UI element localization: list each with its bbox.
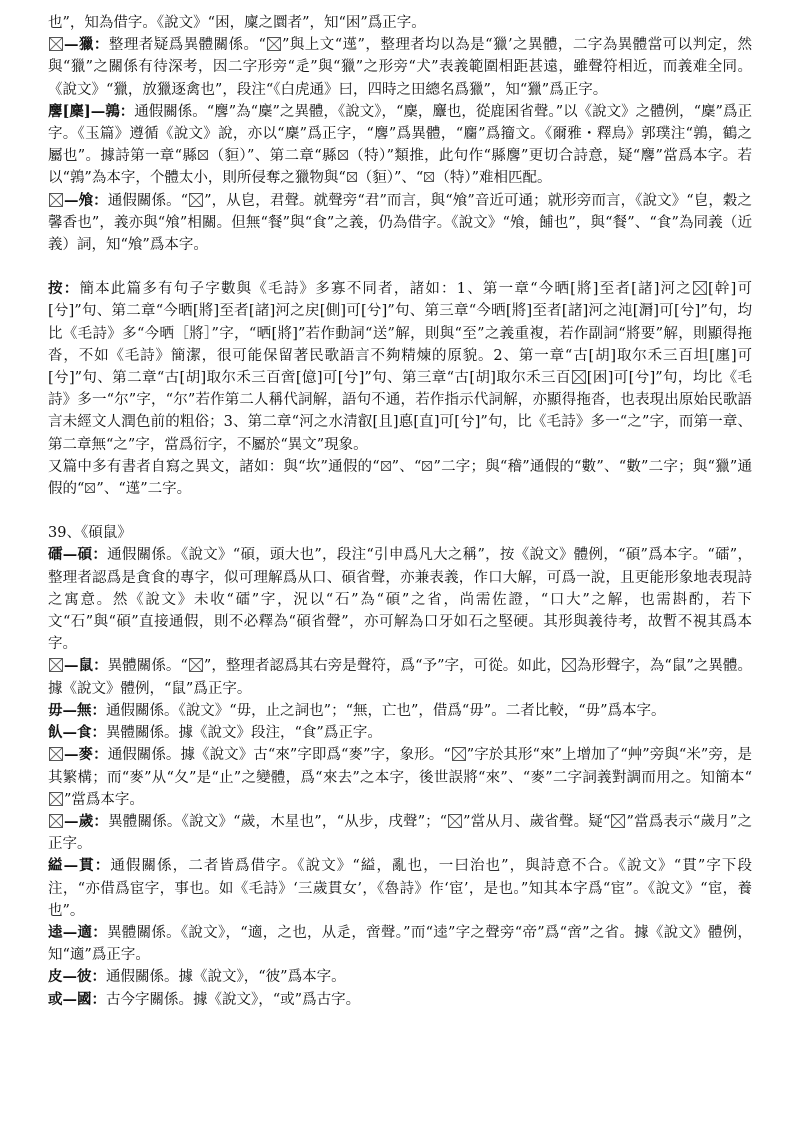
paragraph-text: [困]可[兮]”句，均比《毛詩》多一“尔”字，“尔”若作第二人稱代詞解，語句不通，若作指示代詞解，亦顯得拖沓，也表現出原始民歌語言未經文人潤色前的粗俗；3、第二章“河之水清叡[且]悳[直]可[兮]”句，比《毛詩》多一“之”字，而第一章、第二章無“之”字，當爲衍字，不屬於“異文”現象。	[48, 370, 753, 453]
paragraph-text: 簡本此篇多有句子字數與《毛詩》多寡不同者，諸如：1、第一章“今晒[將]至者[諸]河之	[79, 281, 693, 298]
paragraph	[48, 190, 752, 257]
paragraph-text: 異體關係。“	[107, 658, 188, 675]
entry-heading: 皮—彼：	[48, 968, 106, 986]
rare-char-icon	[49, 747, 63, 761]
paragraph-text: ”字於其形“來”上增加了“艸”旁與“米”旁，是其繁構；而“麥”从“夂”是“止”之變體，爲“來去”之本字，後世誤將“來”、“麥”二字詞義對調而用之。知簡本“	[48, 747, 753, 786]
paragraph	[48, 966, 752, 988]
rare-char-icon	[189, 193, 203, 207]
entry-heading: —飧：	[64, 191, 108, 209]
entry-heading: 縊—貫：	[48, 857, 111, 875]
paragraph-text: ”當从月、歲省聲。疑“	[463, 813, 611, 830]
rare-char-icon	[189, 658, 203, 672]
rare-char-icon	[49, 37, 63, 51]
rare-char-icon	[448, 814, 462, 828]
entry-heading: 毋—無：	[48, 701, 106, 719]
paragraph	[48, 744, 752, 811]
rare-char-icon	[562, 658, 576, 672]
paragraph-text: [幹]可[兮]”句、第二章“今晒[將]至者[諸]河之戻[側]可[兮]”句、第三章“今晒[將]至者[諸]河之沌[漘]可[兮]”句，均比《毛詩》多“今晒［將］”字，“晒[將]”若作動詞“送”解，則與“至”之義重複，若作副詞“將要”解，則顯得拖沓，不如《毛詩》簡潔，很可能保留著民歌語言不夠精煉的原貌。2、第一章“古[胡]取尔禾三百坦[廛]可[兮]”句、第二章“古[胡]取尔禾三百啻[億]可[兮]”句、第三章“古[胡]取尔禾三百	[48, 281, 752, 387]
paragraph-text: 又篇中多有書者自寫之異文，諸如：與“坎”通假的“	[48, 458, 380, 475]
paragraph	[48, 101, 752, 190]
rare-char-icon	[49, 814, 63, 828]
paragraph-text: 也”，知為借字。《說文》“困，廩之圜者”，知“困”爲正字。	[48, 15, 426, 31]
paragraph-gap	[48, 500, 752, 522]
rare-char-icon	[381, 461, 391, 471]
paragraph-text: 整理者疑爲異體關係。“	[108, 37, 266, 54]
entry-heading: 逵—適：	[48, 923, 108, 941]
rare-char-icon	[49, 658, 63, 672]
entry-heading: —獵：	[64, 36, 109, 54]
rare-char-icon	[693, 281, 707, 295]
paragraph-text: ”、“	[391, 458, 422, 475]
paragraph-text: ”，从皀，君聲。就聲旁“君”而言，與“飧”音近可通；就形旁而言，《說文》“皀，穀之馨香也”，義亦與“飧”相關。但無“餐”與“食”之義，仍為借字。《說文》“飧，餔也”，與“餐”、“食”為同義（近義）詞，知“飧”爲本字。	[48, 192, 753, 254]
paragraph	[48, 544, 752, 655]
paragraph-text: 異體關係。《說文》“歲，木星也”，“从步，戌聲”；“	[108, 813, 448, 830]
paragraph	[48, 12, 752, 34]
rare-char-icon	[85, 483, 95, 493]
paragraph-text: 古今字關係。據《說文》，“或”爲古字。	[106, 991, 361, 1008]
paragraph	[48, 811, 752, 855]
paragraph	[48, 700, 752, 722]
paragraph	[48, 34, 752, 101]
paragraph-text: ”當爲表示“歲月”之正字。	[48, 813, 752, 853]
paragraph-text: 通假關係。“	[107, 192, 189, 209]
paragraph-text: ”當爲本字。	[64, 791, 144, 808]
entry-heading: 或—國：	[48, 990, 106, 1008]
paragraph	[48, 456, 752, 500]
rare-char-icon	[267, 37, 281, 51]
paragraph-text: （特）”难相匹配。	[435, 170, 552, 187]
entry-heading: 麐[麇]—鶉：	[48, 102, 135, 120]
paragraph	[48, 855, 752, 922]
paragraph	[48, 722, 752, 744]
paragraph	[48, 278, 752, 456]
rare-char-icon	[49, 792, 63, 806]
paragraph-gap	[48, 256, 752, 278]
rare-char-icon	[452, 747, 466, 761]
paragraph-text: ”二字；與“稽”通假的“數”、“數”二字；與“獵”通假的“	[48, 458, 753, 498]
paragraph	[48, 655, 752, 699]
paragraph	[48, 522, 752, 544]
rare-char-icon	[611, 814, 625, 828]
paragraph	[48, 989, 752, 1011]
paragraph-text: ”、“遳”二字。	[96, 481, 192, 498]
rare-char-icon	[338, 150, 348, 160]
paragraph	[48, 922, 752, 966]
rare-char-icon	[49, 193, 63, 207]
entry-heading: 礌—碩：	[48, 546, 108, 564]
entry-heading: —歲：	[64, 812, 109, 830]
paragraph-text: （特）”類推，此句作“縣麐”更切合詩意，疑“麐”當爲本字。若以“鶉”為本字，个體太小，則所侵奪之獵物與“	[48, 148, 753, 187]
paragraph-text: 通假關係。《說文》“毋，止之詞也”；“無，亡也”，借爲“毋”。二者比較，“毋”爲本字。	[106, 702, 666, 719]
paragraph-text: 為形聲字，為“鼠”之異體。據《說文》體例，“鼠”爲正字。	[48, 658, 753, 697]
paragraph-text: 異體關係。據《說文》段注，“食”爲正字。	[106, 725, 382, 742]
paragraph-text: （貆）”、“	[357, 170, 424, 187]
paragraph-text: 通假關係。“麐”為“麇”之異體，《說文》，“麇，麞也，從鹿囷省聲。”以《說文》之體例，“麇”爲正字。《玉篇》遵循《說文》說，亦以“麇”爲正字，“麐”爲異體，“麕”爲籀文。《爾雅・釋鳥》郭璞注“鶉，鶴之屬也”。據詩第一章“縣	[48, 103, 752, 165]
paragraph-text: 通假關係。《說文》“碩，頭大也”，段注“引申爲凡大之稱”，按《說文》體例，“碩”爲本字。“礌”，整理者認爲是貪食的專字，似可理解爲从口、碩省聲，亦兼表義，作口大解，可爲一說，且更能形象地表現詩之寓意。然《說文》未收“礌”字，況以“石”為“碩”之省，尚需佐證，“口大”之解，也需斟酌，若下文“石”與“碩”直接通假，則不必釋為“碩省聲”，亦可解為口牙如石之堅硬。其形與義待考，故暫不視其爲本字。	[48, 547, 752, 653]
entry-heading: 飤—食：	[48, 724, 106, 742]
rare-char-icon	[422, 461, 432, 471]
rare-char-icon	[198, 150, 208, 160]
rare-char-icon	[347, 172, 357, 182]
paragraph-text: 通假關係。據《說文》古“來”字即爲“麥”字，象形。“	[107, 747, 451, 764]
entry-heading: —鼠：	[64, 657, 108, 675]
rare-char-icon	[424, 172, 434, 182]
rare-char-icon	[572, 370, 586, 384]
paragraph-text: （貆）”、第二章“縣	[209, 148, 337, 165]
paragraph-text: 異體關係。《說文》，“適，之也，从辵，啻聲。”而“逵”字之聲旁“帝”爲“啻”之省。據《說文》體例，知“適”爲正字。	[48, 924, 752, 964]
paragraph-text: 39、《碩鼠》	[48, 525, 132, 542]
paragraph-text: ”與上文“遳”，整理者均以為是“獵’之異體，二字為異體當可以判定，然與“獵”之關係有待深考，因二字形旁“辵”與“獵”之形旁“犬”表義範圍相距甚遠，雖聲符相近，而義难全同。《說文》“獵，放獵逐禽也”，段注“《白虎通》曰，四時之田總名爲獵”，知“獵”爲正字。	[48, 37, 752, 98]
entry-heading: —麥：	[64, 746, 108, 764]
paragraph-text: ”，整理者認爲其右旁是聲符，爲“予”字，可從。如此，	[203, 658, 561, 675]
paragraph-text: 通假關係，二者皆爲借字。《說文》“縊，亂也，一曰治也”，與詩意不合。《說文》“貫”字下段注，“亦借爲宦字，事也。如《毛詩》‘三歲貫女’，《魯詩》作‘宦’，是也。”知其本字爲“宦”。《說文》“宦，養也”。	[48, 858, 752, 919]
paragraph-text: 通假關係。據《說文》，“彼”爲本字。	[106, 969, 346, 986]
entry-heading: 按：	[48, 280, 80, 298]
